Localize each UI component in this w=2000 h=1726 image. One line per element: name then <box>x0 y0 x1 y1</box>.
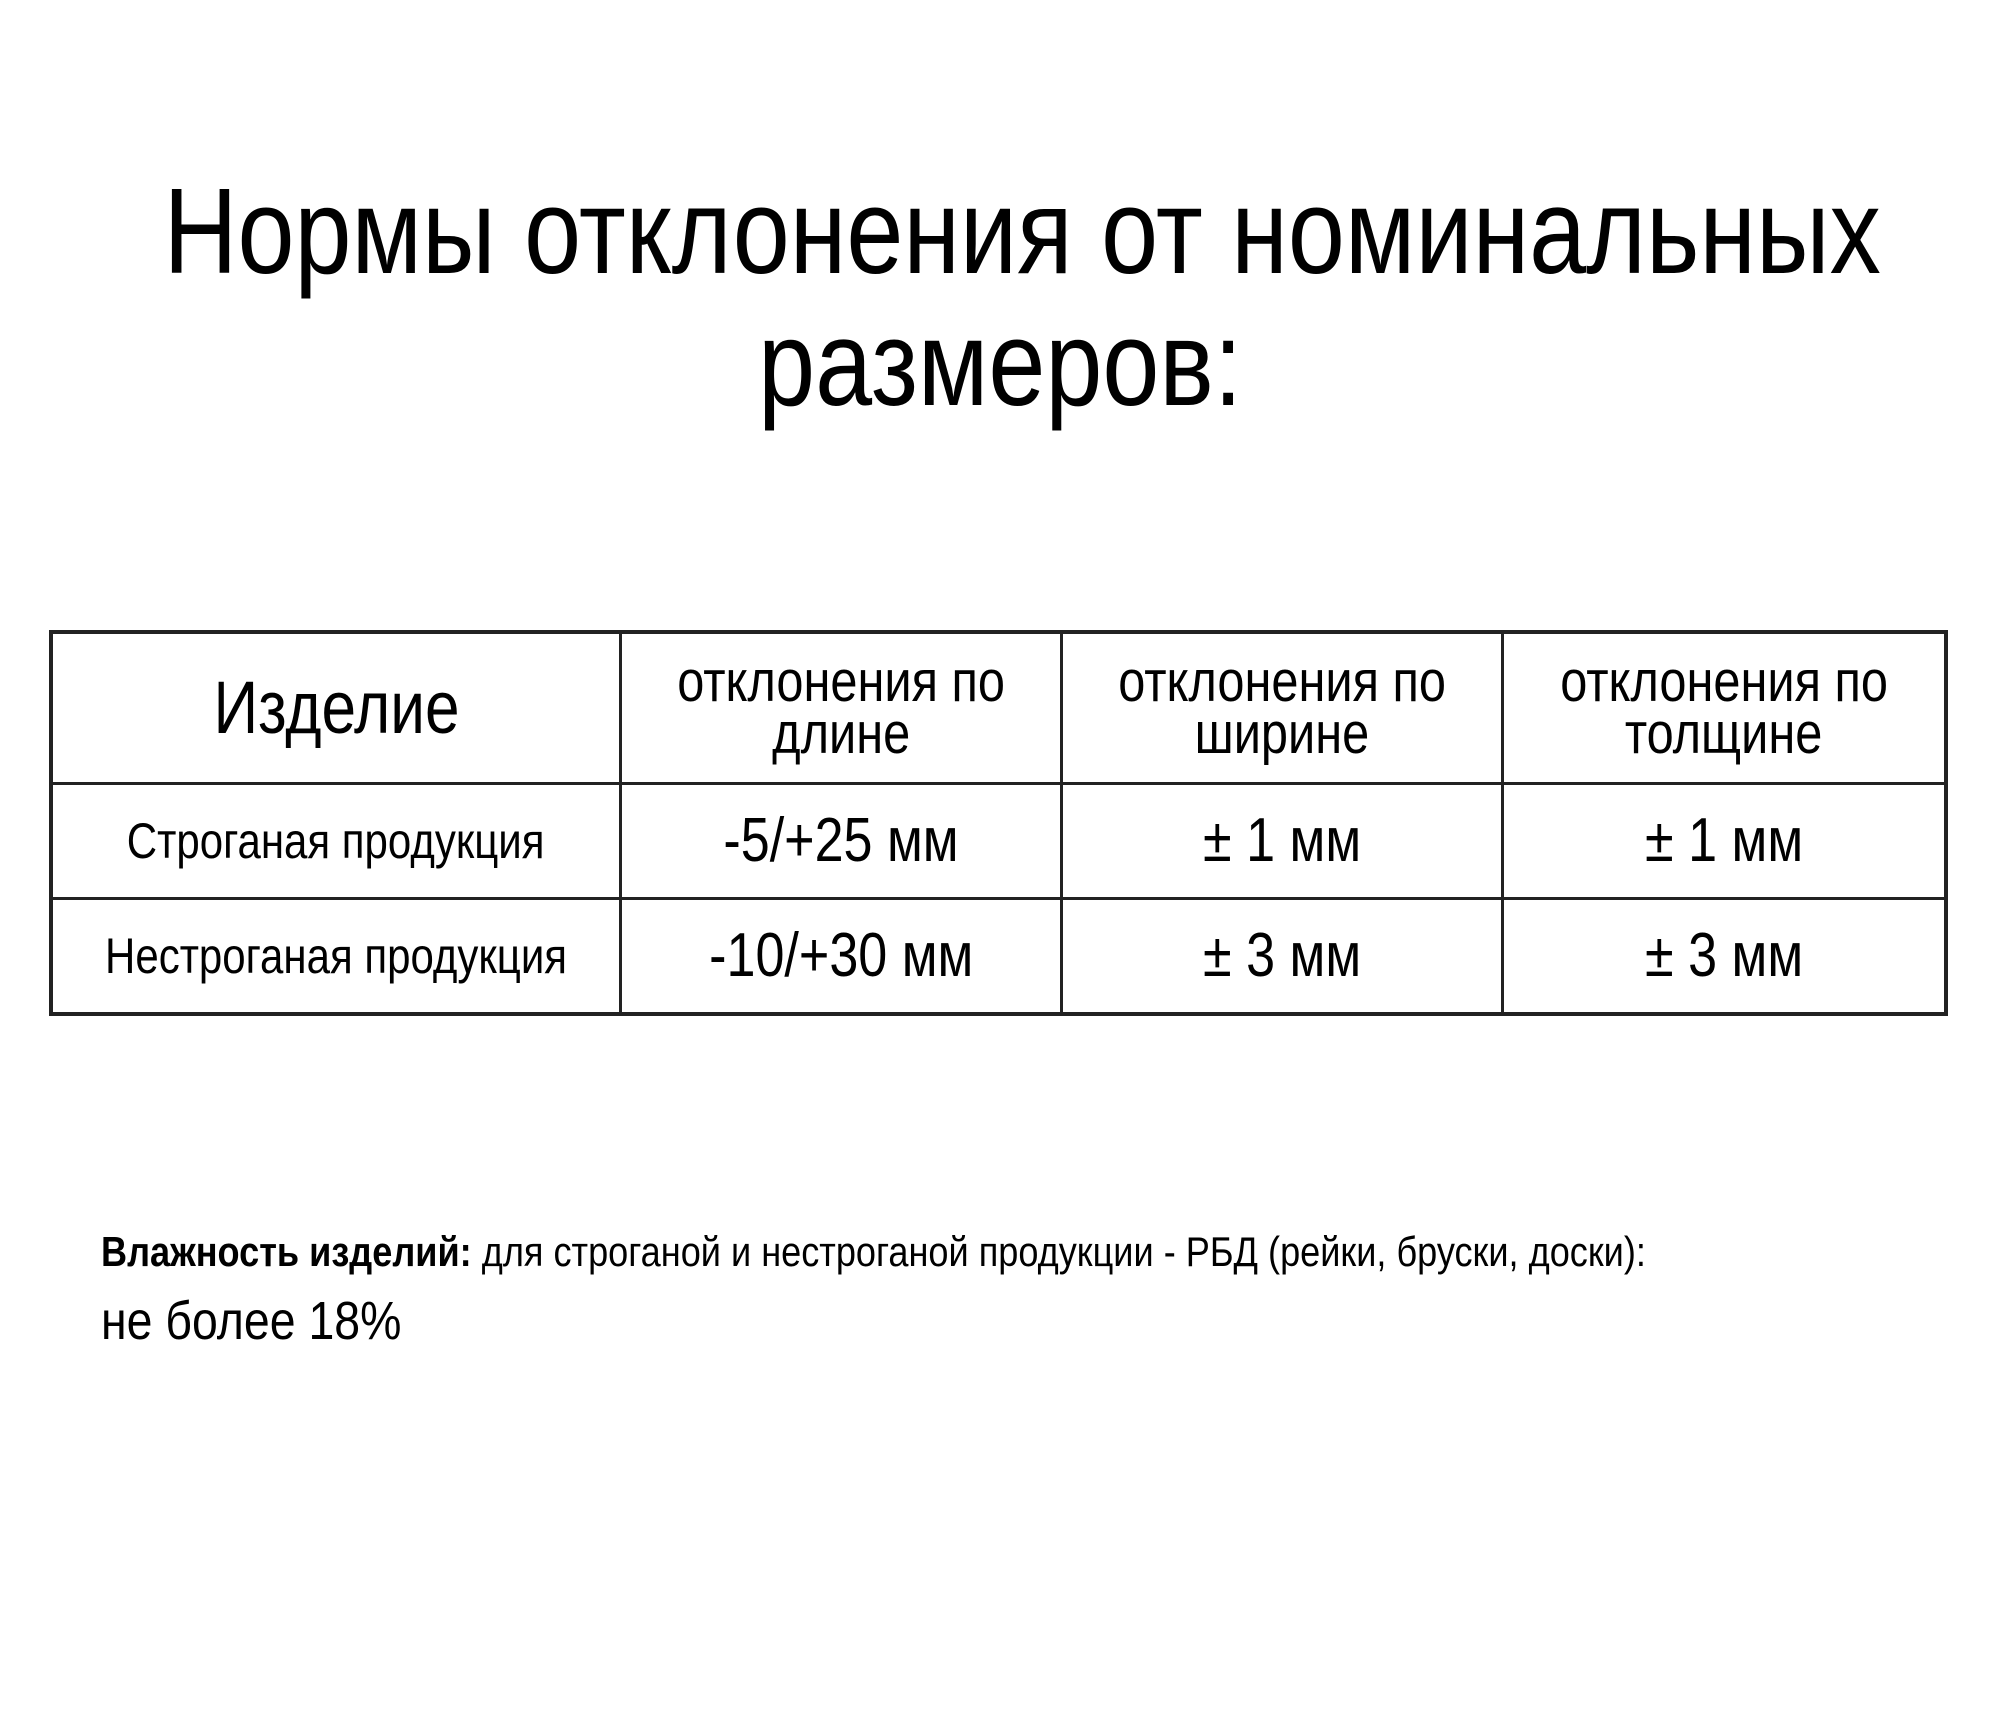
table-row <box>51 898 1946 1014</box>
cell-text: -10/+30 мм <box>708 921 974 991</box>
header-text: длине <box>771 701 911 766</box>
header-text: Изделие <box>212 666 460 749</box>
header-cell-thickness <box>1502 632 1946 784</box>
table-cell <box>1061 898 1502 1014</box>
table-cell <box>1502 898 1946 1014</box>
header-text: отклонения по <box>1117 649 1446 714</box>
page-title <box>0 165 2000 429</box>
cell-text: Строганая продукция <box>127 812 545 869</box>
title-line-1: Нормы отклонения от номинальных <box>163 163 1881 299</box>
cell-text: ± 3 мм <box>1202 921 1361 991</box>
header-cell-product <box>51 632 621 784</box>
humidity-text: для строганой и нестроганой продукции - РБД (рейки, бруски, доски): <box>471 1228 1646 1275</box>
deviation-table <box>49 630 1948 1016</box>
humidity-value: не более 18% <box>101 1291 402 1351</box>
header-text: отклонения по <box>677 649 1005 714</box>
table-cell <box>51 898 621 1014</box>
header-text: ширине <box>1194 701 1370 766</box>
table-cell <box>621 898 1062 1014</box>
header-cell-length <box>621 632 1062 784</box>
header-text: отклонения по <box>1559 649 1888 714</box>
table-cell <box>51 784 621 899</box>
title-line-2: размеров: <box>757 295 1243 431</box>
header-cell-width <box>1061 632 1502 784</box>
table-cell <box>1061 784 1502 899</box>
cell-text: Нестроганая продукция <box>105 927 568 984</box>
humidity-note <box>101 1228 1897 1276</box>
table-cell <box>1502 784 1946 899</box>
humidity-value-line <box>101 1290 450 1352</box>
table-row <box>51 784 1946 899</box>
cell-text: ± 1 мм <box>1644 806 1803 876</box>
cell-text: ± 3 мм <box>1644 921 1803 991</box>
table-header-row <box>51 632 1946 784</box>
table-cell <box>621 784 1062 899</box>
header-text: толщине <box>1625 701 1823 766</box>
humidity-label: Влажность изделий: <box>101 1228 472 1275</box>
cell-text: ± 1 мм <box>1202 806 1361 876</box>
cell-text: -5/+25 мм <box>723 806 959 876</box>
